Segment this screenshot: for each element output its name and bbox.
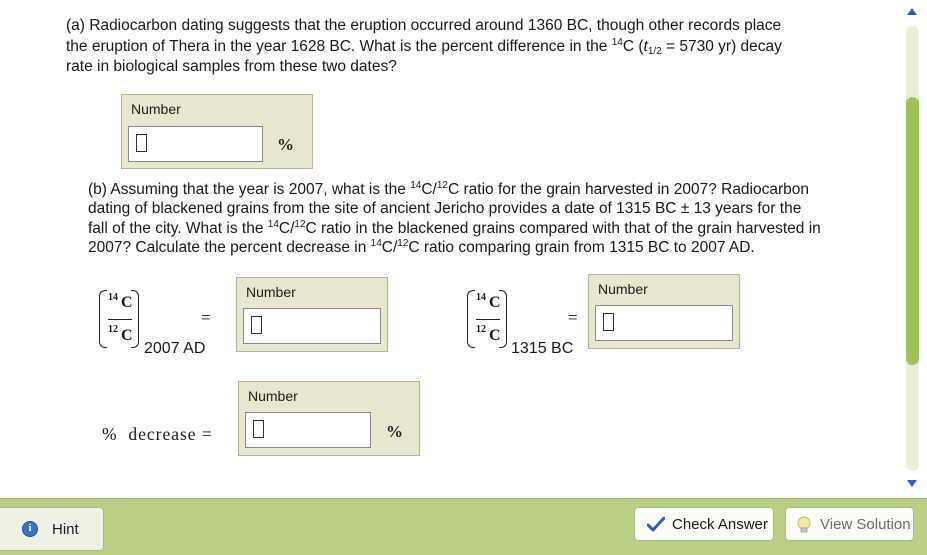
text-cursor-icon (251, 316, 262, 334)
denominator-element: C (489, 327, 501, 344)
part-a-answer-box (121, 94, 313, 169)
percent-unit: % (386, 422, 403, 441)
ratio-2007-answer-box (236, 277, 388, 352)
left-paren (467, 290, 475, 348)
ratio-2007-subscript: 2007 AD (144, 340, 206, 357)
number-label: Number (131, 101, 181, 117)
ratio-1315-equals: = (568, 308, 578, 327)
part-a-number-input[interactable] (128, 126, 263, 162)
ratio-1315-number-input[interactable] (595, 305, 733, 341)
view-solution-label: View Solution (820, 516, 911, 533)
vertical-scrollbar[interactable] (903, 0, 927, 498)
numerator-mass: 14 (476, 292, 486, 303)
part-b-line-4: 2007? Calculate the percent decrease in $^{14}$C/$^{12}$C ratio comparing grain from 1315 BC to 2007 AD. (88, 237, 755, 256)
numerator-mass: 14 (108, 292, 118, 303)
denominator-element: C (121, 327, 133, 344)
check-answer-label: Check Answer (672, 516, 768, 533)
ratio-1315-answer-box (588, 274, 740, 349)
part-b-line-2: dating of blackened grains from the site of ancient Jericho provides a date of 1315 BC ± 13 years for the (88, 200, 802, 218)
ratio-1315-subscript: 1315 BC (511, 340, 574, 357)
percent-decrease-number-input[interactable] (245, 412, 371, 448)
left-paren (99, 290, 107, 348)
info-icon: i (22, 521, 38, 537)
part-b-line-3: fall of the city. What is the $^{14}$C/$^{12}$C ratio in the blackened grains compared with that of the grain harvested in (88, 218, 821, 237)
footer-bar (0, 498, 927, 555)
percent-decrease-answer-box (238, 381, 420, 456)
check-answer-button[interactable] (634, 507, 774, 541)
hint-button[interactable] (0, 507, 104, 551)
denominator-mass: 12 (108, 324, 118, 335)
view-solution-button[interactable] (785, 507, 914, 541)
fraction-bar (476, 319, 500, 320)
ratio-2007-equals: = (201, 308, 211, 327)
text-cursor-icon (136, 134, 147, 152)
part-a-line-1: (a) Radiocarbon dating suggests that the eruption occurred around 1360 BC, though other records place (66, 17, 782, 34)
text-cursor-icon (603, 313, 614, 331)
numerator-element: C (489, 294, 501, 311)
scroll-down-arrow-icon[interactable] (907, 480, 917, 487)
denominator-mass: 12 (476, 324, 486, 335)
scroll-up-arrow-icon[interactable] (907, 8, 917, 15)
scroll-thumb[interactable] (906, 97, 919, 365)
lightbulb-icon (796, 516, 812, 534)
text-cursor-icon (253, 420, 264, 438)
part-a-line-2: the eruption of Thera in the year 1628 BC. What is the percent difference in the $^{14}$C ($t_{1/2} = 5730$ yr) decay (66, 36, 782, 57)
ratio-1315-fraction (467, 290, 507, 350)
ratio-2007-fraction (99, 290, 139, 350)
percent-decrease-label: % decrease = (102, 424, 213, 444)
part-a-line-3: rate in biological samples from these two dates? (66, 58, 397, 75)
numerator-element: C (121, 294, 133, 311)
number-label: Number (248, 388, 298, 404)
number-label: Number (598, 281, 648, 297)
percent-unit: % (277, 135, 294, 154)
hint-label: Hint (52, 521, 79, 538)
fraction-bar (108, 319, 132, 320)
part-b-question (88, 180, 821, 257)
number-label: Number (246, 284, 296, 300)
part-a-question (66, 16, 782, 78)
ratio-2007-number-input[interactable] (243, 308, 381, 344)
checkmark-icon (647, 517, 665, 532)
part-b-line-1: (b) Assuming that the year is 2007, what is the $^{14}$C/$^{12}$C ratio for the grain harvested in 2007? Radiocarbon (88, 180, 810, 198)
